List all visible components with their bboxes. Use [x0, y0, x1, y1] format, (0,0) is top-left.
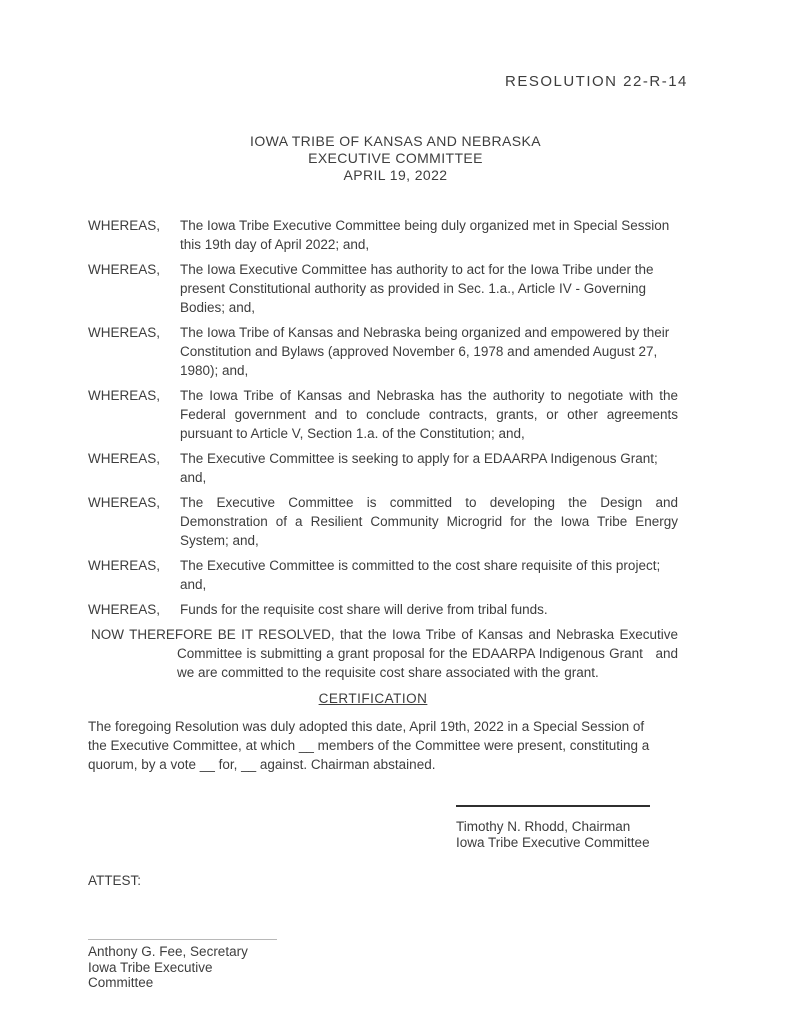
whereas-text: The Executive Committee is seeking to apply for a EDAARPA Indigenous Grant; and, [180, 451, 658, 485]
header-date: APRIL 19, 2022 [343, 167, 448, 183]
resolved-clause: NOW THEREFORE BE IT RESOLVED, that the Iowa Tribe of Kansas and Nebraska Executive Committee is submitting a grant proposal for the EDAARPA Indigenous Grant and we are committed to the requisite cost share associated with the grant. [91, 627, 682, 680]
whereas-label: WHEREAS, [88, 558, 161, 573]
whereas-clause [88, 216, 678, 254]
chairman-signature-block [456, 805, 650, 850]
whereas-text: The Iowa Executive Committee has authority to act for the Iowa Tribe under the present Constitutional authority as provided in Sec. 1.a., Article IV - Governing Bodies; and, [180, 262, 654, 315]
whereas-label: WHEREAS, [88, 325, 161, 340]
whereas-clause [88, 493, 678, 550]
secretary-signature-name: Anthony G. Fee, Secretary [88, 944, 248, 959]
certification-heading [88, 689, 658, 708]
whereas-text: Funds for the requisite cost share will derive from tribal funds. [180, 602, 548, 617]
document-header [0, 133, 791, 184]
whereas-text: The Executive Committee is committed to the cost share requisite of this project; and, [180, 558, 661, 592]
whereas-text: The Iowa Tribe of Kansas and Nebraska being organized and empowered by their Constitution and Bylaws (approved November 6, 1978 and amended August 27, 1980); and, [180, 325, 670, 378]
chairman-signature-org: Iowa Tribe Executive Committee [456, 834, 650, 850]
attest-label: ATTEST: [88, 873, 142, 888]
whereas-label: WHEREAS, [88, 262, 161, 277]
whereas-label: WHEREAS, [88, 388, 161, 403]
whereas-label: WHEREAS, [88, 602, 161, 617]
whereas-clause [88, 260, 678, 317]
whereas-label: WHEREAS, [88, 218, 161, 233]
resolution-number: RESOLUTION 22-R-14 [505, 73, 688, 90]
secretary-signature-org: Iowa Tribe Executive Committee [88, 959, 213, 990]
header-tribe-name: IOWA TRIBE OF KANSAS AND NEBRASKA [250, 133, 541, 149]
whereas-label: WHEREAS, [88, 495, 161, 510]
chairman-signature-name: Timothy N. Rhodd, Chairman [456, 819, 631, 834]
whereas-clause [88, 600, 678, 619]
certification-body: The foregoing Resolution was duly adopted this date, April 19th, 2022 in a Special Session of the Executive Committee, at which __ members of the Committee were present, constituting a quorum, by a vote __ for, __ against. Chairman abstained. [88, 719, 650, 772]
whereas-clause [88, 386, 678, 443]
whereas-label: WHEREAS, [88, 451, 161, 466]
whereas-clause [88, 556, 678, 594]
whereas-text: The Executive Committee is committed to developing the Design and Demonstration of a Resilient Community Microgrid for the Iowa Tribe Energy System; and, [180, 495, 678, 548]
header-committee-name: EXECUTIVE COMMITTEE [308, 150, 483, 166]
certification-heading-text: CERTIFICATION [318, 691, 428, 706]
whereas-clause [88, 323, 678, 380]
whereas-text: The Iowa Tribe Executive Committee being duly organized met in Special Session this 19th day of April 2022; and, [180, 218, 670, 252]
whereas-clause [88, 449, 678, 487]
secretary-signature-block [88, 939, 277, 991]
whereas-text: The Iowa Tribe of Kansas and Nebraska has the authority to negotiate with the Federal government and to conclude contracts, grants, or other agreements pursuant to Article V, Section 1.a. of the Constitution; and, [180, 388, 678, 441]
document-body [88, 216, 682, 991]
